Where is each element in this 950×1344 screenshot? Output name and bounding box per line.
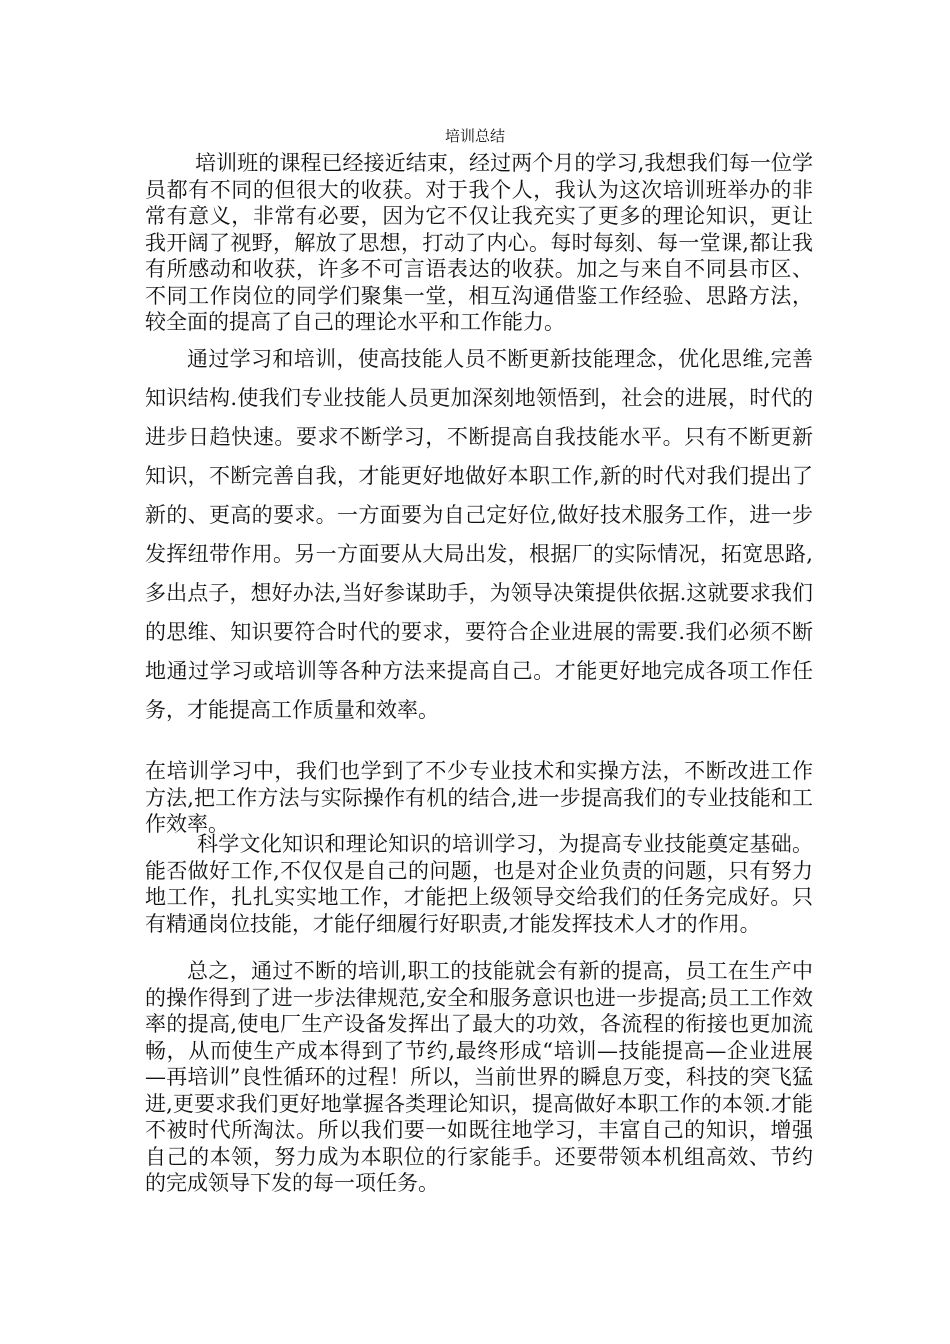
document-title: 培训总结 (444, 127, 505, 145)
paragraph-1: 培训班的课程已经接近结束，经过两个月的学习,我想我们每一位学员都有不同的但很大的收获。对于我个人，我认为这次培训班举办的非常有意义，非常有必要，因为它不仅让我充实了更多的理论知识，更让我开阔了视野，解放了思想，打动了内心。每时每刻、每一堂课,都让我有所感动和收获，许多不可言语表达的收获。加之与来自不同县市区、不同工作岗位的同学们聚集一堂，相互沟通借鉴工作经验、思路方法，较全面的提高了自己的理论水平和工作能力。 (145, 151, 813, 334)
paragraph-3: 在培训学习中，我们也学到了不少专业技术和实操方法，不断改进工作方法,把工作方法与实际操作有机的结合,进一步提高我们的专业技能和工作效率。 (145, 759, 813, 836)
paragraph-4: 科学文化知识和理论知识的培训学习，为提高专业技能奠定基础。能否做好工作,不仅仅是自己的问题，也是对企业负责的问题，只有努力地工作，扎扎实实地工作，才能把上级领导交给我们的任务完成好。只有精通岗位技能，才能仔细履行好职责,才能发挥技术人才的作用。 (145, 832, 813, 936)
paragraph-2: 通过学习和培训，使高技能人员不断更新技能理念，优化思维,完善知识结构.使我们专业技能人员更加深刻地领悟到，社会的进展，时代的进步日趋快速。要求不断学习，不断提高自我技能水平。只有不断更新知识，不断完善自我，才能更好地做好本职工作,新的时代对我们提出了新的、更高的要求。一方面要为自己定好位,做好技术服务工作，进一步发挥纽带作用。另一方面要从大局出发，根据厂的实际情况，拓宽思路,多出点子，想好办法,当好参谋助手，为领导决策提供依据.这就要求我们的思维、知识要符合时代的要求，要符合企业进展的需要.我们必须不断地通过学习或培训等各种方法来提高自己。才能更好地完成各项工作任务，才能提高工作质量和效率。 (145, 347, 813, 722)
paragraph-5: 总之，通过不断的培训,职工的技能就会有新的提高，员工在生产中的操作得到了进一步法律规范,安全和服务意识也进一步提高;员工工作效率的提高,使电厂生产设备发挥出了最大的功效，各流程的衔接也更加流畅，从而使生产成本得到了节约,最终形成“培训—技能提高—企业进展—再培训”良性循环的过程！所以，当前世界的瞬息万变，科技的突飞猛进,更要求我们更好地掌握各类理论知识，提高做好本职工作的本领.才能不被时代所淘汰。所以我们要一如既往地学习，丰富自己的知识，增强自己的本领，努力成为本职位的行家能手。还要带领本机组高效、节约的完成领导下发的每一项任务。 (145, 959, 813, 1195)
